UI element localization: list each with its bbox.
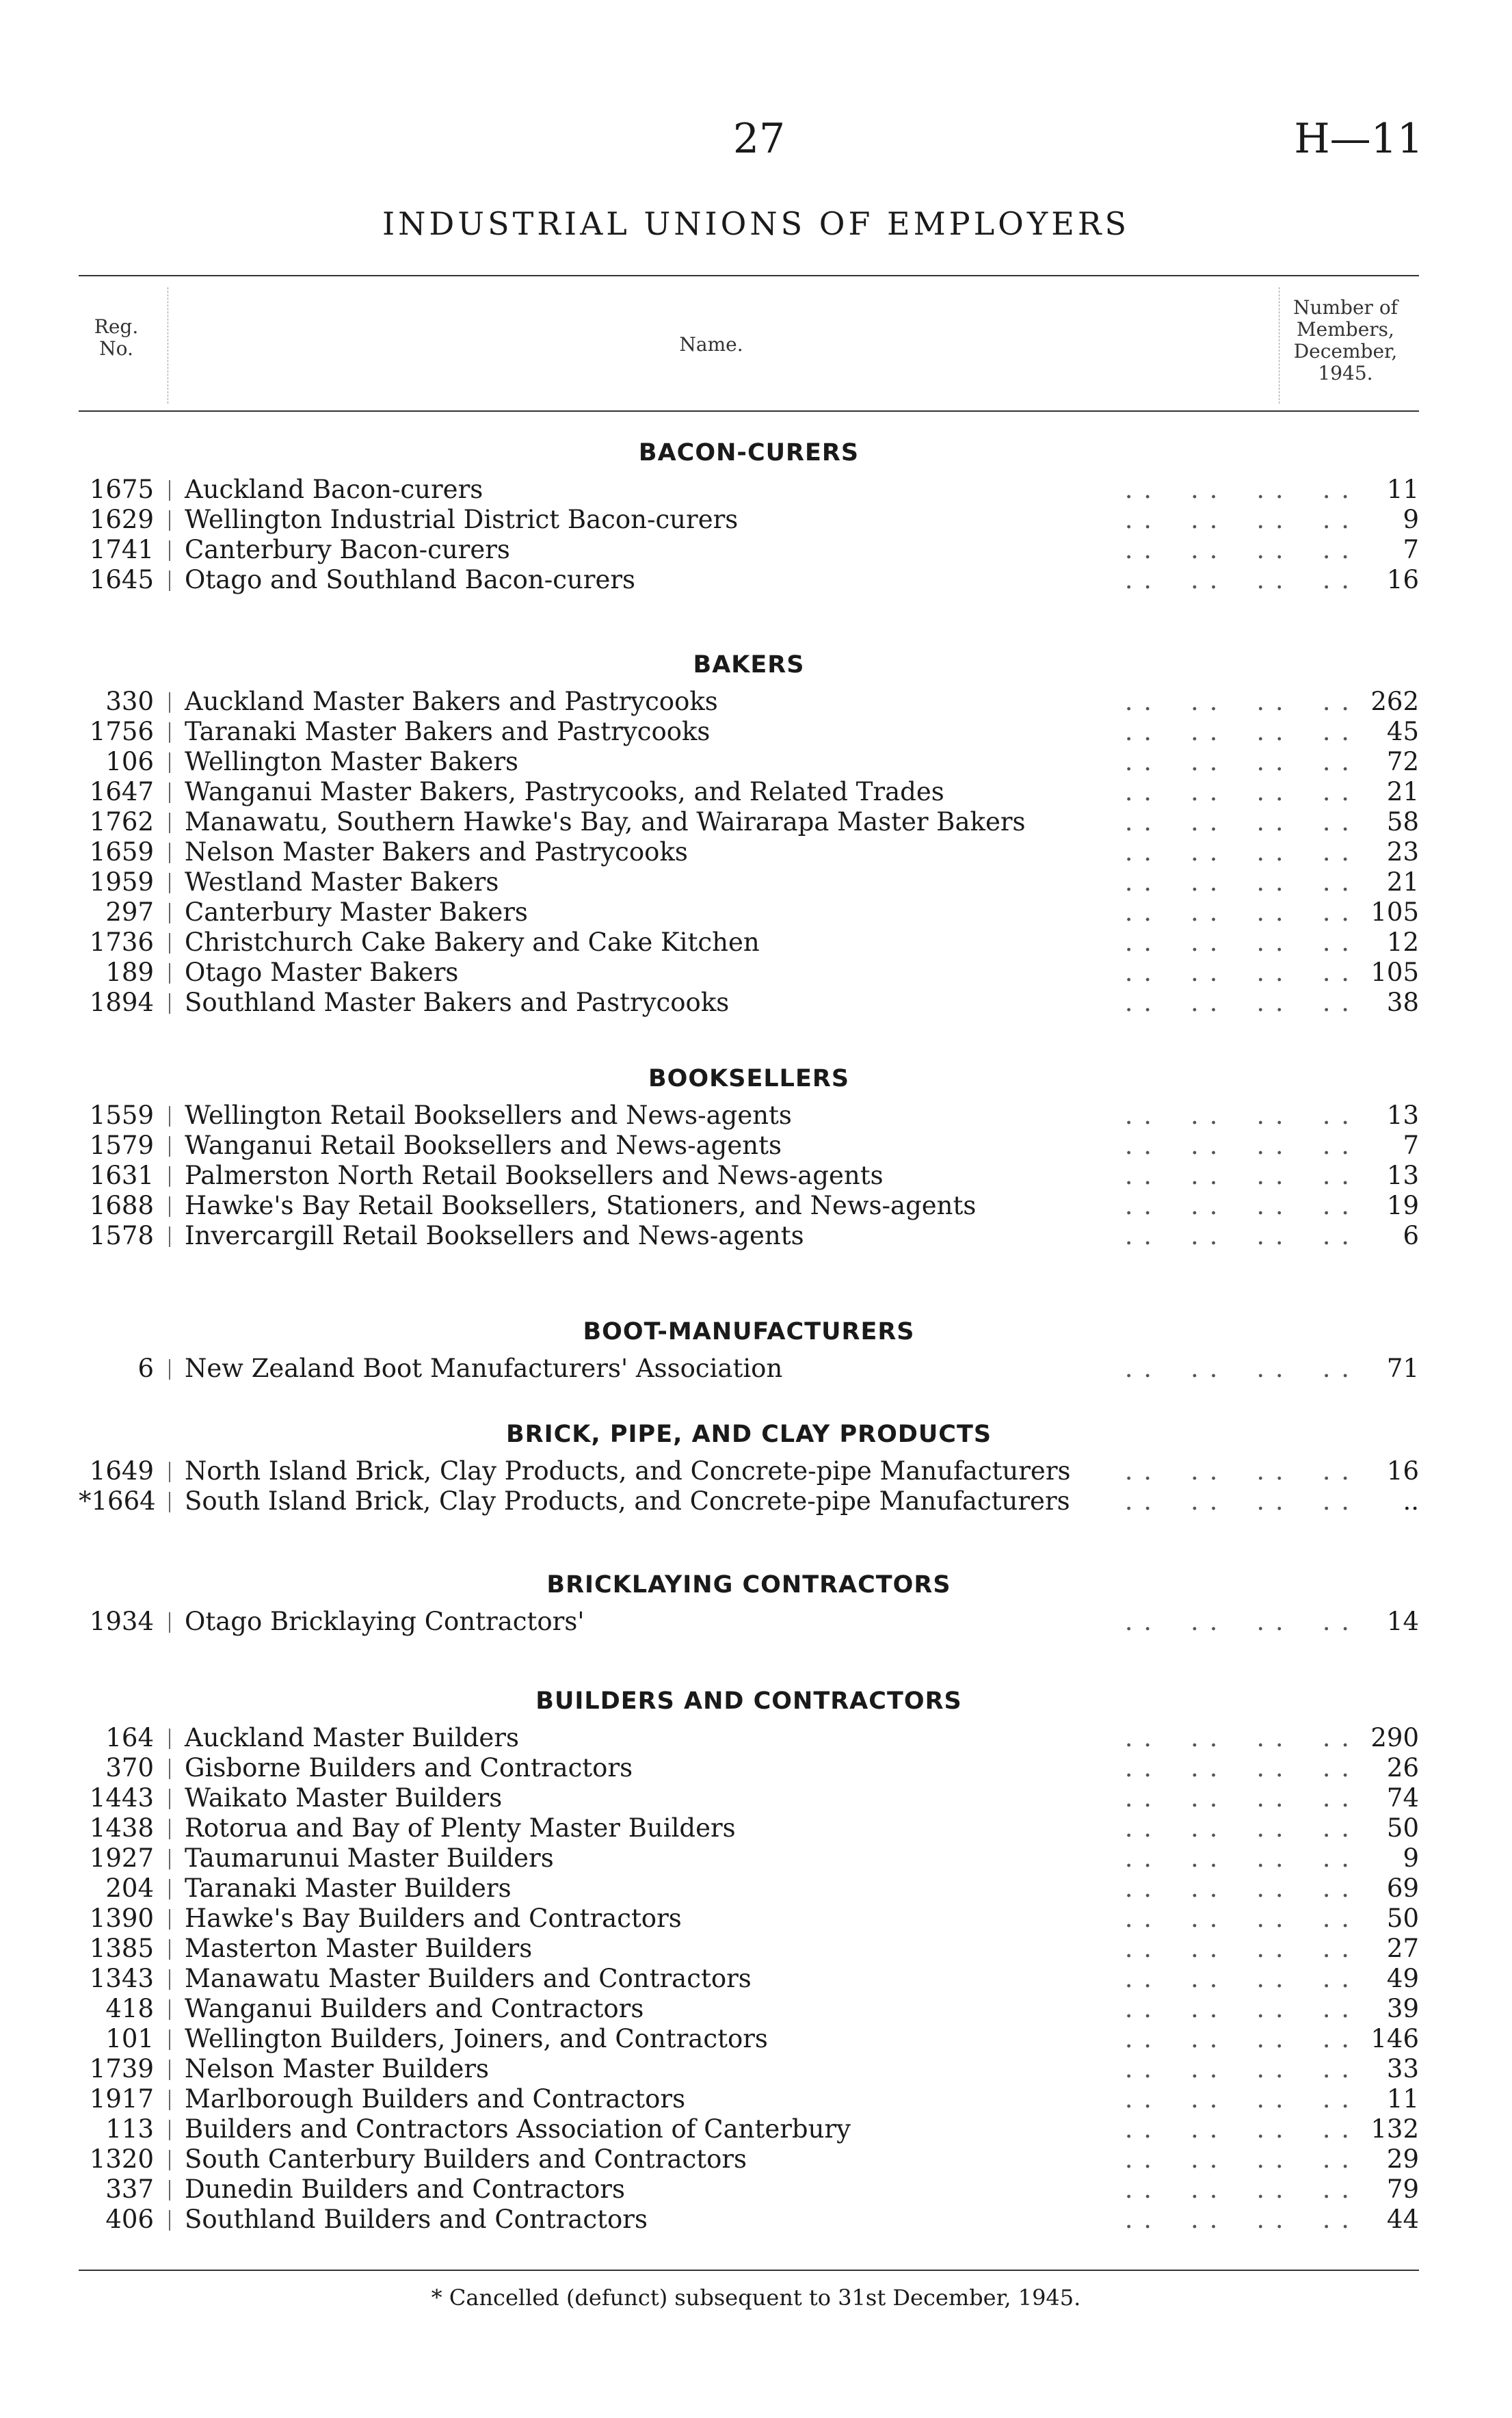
reg-number: 1927 <box>89 1843 154 1873</box>
member-count: 14 <box>1386 1607 1419 1636</box>
dot-leader: . . . . . . . . <box>1124 535 1351 564</box>
section-title: BUILDERS AND CONTRACTORS <box>535 1687 962 1715</box>
dot-leader: . . . . . . . . <box>1124 1486 1351 1516</box>
section-title: BAKERS <box>693 651 805 679</box>
table-row <box>79 1221 1419 1251</box>
section <box>79 1412 1419 1516</box>
table-row <box>79 747 1419 777</box>
row-divider <box>169 2150 170 2170</box>
member-count: 13 <box>1386 1161 1419 1190</box>
union-name: Auckland Bacon-curers <box>185 475 483 504</box>
row-divider <box>169 1492 170 1512</box>
header-top-rule <box>79 275 1419 276</box>
column-header-members <box>1272 297 1419 384</box>
dot-leader: . . . . . . . . <box>1124 475 1351 504</box>
reg-number: 1756 <box>89 717 154 746</box>
dot-leader: . . . . . . . . <box>1124 1101 1351 1130</box>
table-row <box>79 475 1419 505</box>
member-count: 146 <box>1370 2024 1419 2053</box>
dot-leader: . . . . . . . . <box>1124 837 1351 867</box>
document-code: H—11 <box>1294 115 1423 163</box>
table-row <box>79 1813 1419 1843</box>
dot-leader: . . . . . . . . <box>1124 2084 1351 2114</box>
reg-number: 101 <box>105 2024 154 2053</box>
member-count: 58 <box>1386 807 1419 837</box>
reg-number: 1645 <box>89 565 154 594</box>
reg-number: 1559 <box>89 1101 154 1130</box>
row-divider <box>169 2029 170 2050</box>
row-divider <box>169 1819 170 1839</box>
dot-leader: . . . . . . . . <box>1124 2114 1351 2144</box>
reg-number: 337 <box>105 2174 154 2204</box>
union-name: South Canterbury Builders and Contractors <box>185 2144 747 2174</box>
member-count: 11 <box>1386 2084 1419 2114</box>
section-title: BRICK, PIPE, AND CLAY PRODUCTS <box>505 1421 992 1448</box>
union-name: Wellington Industrial District Bacon-curers <box>185 505 739 534</box>
dot-leader: . . . . . . . . <box>1124 928 1351 957</box>
column-header-members-line: Members, <box>1297 318 1394 341</box>
reg-number: 1675 <box>89 475 154 504</box>
member-count: 38 <box>1386 988 1419 1017</box>
member-count: 16 <box>1386 565 1419 594</box>
section <box>79 1310 1419 1384</box>
row-divider <box>169 933 170 954</box>
dot-leader: . . . . . . . . <box>1124 2054 1351 2084</box>
dot-leader: . . . . . . . . <box>1124 2144 1351 2174</box>
reg-number: *1664 <box>79 1486 156 1516</box>
member-count: 49 <box>1386 1964 1419 1993</box>
section <box>79 431 1419 595</box>
row-divider <box>169 1196 170 1217</box>
dot-leader: . . . . . . . . <box>1124 1964 1351 1993</box>
union-name: Wellington Retail Booksellers and News-agents <box>185 1101 792 1130</box>
section-title: BRICKLAYING CONTRACTORS <box>546 1571 951 1599</box>
row-divider <box>169 993 170 1014</box>
union-name: South Island Brick, Clay Products, and Concrete-pipe Manufacturers <box>185 1486 1070 1516</box>
union-name: Gisborne Builders and Contractors <box>185 1753 633 1783</box>
dot-leader: . . . . . . . . <box>1124 1607 1351 1636</box>
reg-number: 1343 <box>89 1964 154 1993</box>
section <box>79 1679 1419 2235</box>
union-name: Westland Master Bakers <box>185 867 499 897</box>
reg-number: 6 <box>137 1354 154 1383</box>
union-name: Rotorua and Bay of Plenty Master Builders <box>185 1813 736 1843</box>
row-divider <box>169 692 170 713</box>
union-name: Hawke's Bay Retail Booksellers, Stationers, and News-agents <box>185 1191 977 1220</box>
member-count: 7 <box>1403 535 1419 564</box>
reg-number: 1647 <box>89 777 154 806</box>
union-name: Taumarunui Master Builders <box>185 1843 554 1873</box>
union-name: Southland Master Bakers and Pastrycooks <box>185 988 730 1017</box>
union-name: Palmerston North Retail Booksellers and News-agents <box>185 1161 884 1190</box>
row-divider <box>169 2090 170 2110</box>
row-divider <box>169 480 170 501</box>
dot-leader: . . . . . . . . <box>1124 1191 1351 1220</box>
row-divider <box>169 1849 170 1869</box>
reg-number: 297 <box>105 897 154 927</box>
dot-leader: . . . . . . . . <box>1124 505 1351 534</box>
reg-number: 189 <box>105 958 154 987</box>
union-name: Wellington Master Bakers <box>185 747 519 776</box>
section-title: BOOKSELLERS <box>648 1065 850 1092</box>
dot-leader: . . . . . . . . <box>1124 1904 1351 1933</box>
member-count: 9 <box>1403 1843 1419 1873</box>
union-name: Hawke's Bay Builders and Contractors <box>185 1904 682 1933</box>
row-divider <box>169 1879 170 1900</box>
table-row <box>79 1994 1419 2024</box>
union-name: North Island Brick, Clay Products, and Concrete-pipe Manufacturers <box>185 1456 1071 1486</box>
row-divider <box>169 873 170 893</box>
member-count: 33 <box>1386 2054 1419 2084</box>
reg-number: 1390 <box>89 1904 154 1933</box>
table-row <box>79 988 1419 1018</box>
union-name: Wellington Builders, Joiners, and Contractors <box>185 2024 768 2053</box>
row-divider <box>169 1136 170 1157</box>
dot-leader: . . . . . . . . <box>1124 807 1351 837</box>
dot-leader: . . . . . . . . <box>1124 1221 1351 1250</box>
table-row <box>79 958 1419 988</box>
reg-number: 370 <box>105 1753 154 1783</box>
page-title: INDUSTRIAL UNIONS OF EMPLOYERS <box>382 205 1130 242</box>
union-name: Waikato Master Builders <box>185 1783 503 1813</box>
reg-number: 1741 <box>89 535 154 564</box>
union-name: Wanganui Retail Booksellers and News-agents <box>185 1131 782 1160</box>
union-name: Manawatu Master Builders and Contractors <box>185 1964 752 1993</box>
row-divider <box>169 1612 170 1633</box>
table-row <box>79 1783 1419 1813</box>
table-row <box>79 2205 1419 2235</box>
dot-leader: . . . . . . . . <box>1124 565 1351 594</box>
reg-number: 1917 <box>89 2084 154 2114</box>
table-row <box>79 1486 1419 1516</box>
member-count: 79 <box>1386 2174 1419 2204</box>
page-number: 27 <box>732 115 786 163</box>
column-header-reg-line: Reg. <box>94 315 139 338</box>
reg-number: 1649 <box>89 1456 154 1486</box>
member-count: 27 <box>1386 1934 1419 1963</box>
row-divider <box>169 1939 170 1960</box>
member-count: 21 <box>1386 777 1419 806</box>
table-row <box>79 1354 1419 1384</box>
dot-leader: . . . . . . . . <box>1124 1874 1351 1903</box>
reg-number: 204 <box>105 1874 154 1903</box>
member-count: 44 <box>1386 2205 1419 2234</box>
dot-leader: . . . . . . . . <box>1124 2024 1351 2053</box>
row-divider <box>169 2210 170 2231</box>
row-divider <box>169 2120 170 2140</box>
table-row <box>79 1131 1419 1161</box>
table-row <box>79 2174 1419 2205</box>
table-row <box>79 1753 1419 1783</box>
table-row <box>79 1607 1419 1637</box>
dot-leader: . . . . . . . . <box>1124 1994 1351 2023</box>
member-count: .. <box>1403 1486 1419 1516</box>
dot-leader: . . . . . . . . <box>1124 687 1351 716</box>
member-count: 105 <box>1370 958 1419 987</box>
member-count: 45 <box>1386 717 1419 746</box>
dot-leader: . . . . . . . . <box>1124 897 1351 927</box>
reg-number: 1438 <box>89 1813 154 1843</box>
table-row <box>79 717 1419 747</box>
table-row <box>79 777 1419 807</box>
reg-number: 1739 <box>89 2054 154 2084</box>
dot-leader: . . . . . . . . <box>1124 747 1351 776</box>
member-count: 29 <box>1386 2144 1419 2174</box>
dot-leader: . . . . . . . . <box>1124 867 1351 897</box>
reg-number: 1443 <box>89 1783 154 1813</box>
row-divider <box>169 843 170 863</box>
table-row <box>79 2024 1419 2054</box>
table-row <box>79 1904 1419 1934</box>
reg-number: 406 <box>105 2205 154 2234</box>
table-row <box>79 505 1419 535</box>
member-count: 13 <box>1386 1101 1419 1130</box>
column-header-members-line: December, <box>1293 340 1398 363</box>
member-count: 26 <box>1386 1753 1419 1783</box>
row-divider <box>169 963 170 984</box>
union-name: Marlborough Builders and Contractors <box>185 2084 686 2114</box>
footer-rule <box>79 2270 1419 2271</box>
dot-leader: . . . . . . . . <box>1124 2174 1351 2204</box>
section <box>79 1057 1419 1251</box>
dot-leader: . . . . . . . . <box>1124 1131 1351 1160</box>
member-count: 69 <box>1386 1874 1419 1903</box>
header-bottom-rule <box>79 410 1419 412</box>
member-count: 6 <box>1403 1221 1419 1250</box>
member-count: 7 <box>1403 1131 1419 1160</box>
member-count: 290 <box>1370 1723 1419 1752</box>
row-divider <box>169 813 170 833</box>
reg-number: 1631 <box>89 1161 154 1190</box>
table-row <box>79 897 1419 928</box>
union-name: Invercargill Retail Booksellers and News-agents <box>185 1221 804 1250</box>
table-row <box>79 687 1419 717</box>
table-row <box>79 1456 1419 1486</box>
reg-number: 1934 <box>89 1607 154 1636</box>
member-count: 19 <box>1386 1191 1419 1220</box>
dot-leader: . . . . . . . . <box>1124 1723 1351 1752</box>
table-row <box>79 1934 1419 1964</box>
dot-leader: . . . . . . . . <box>1124 1354 1351 1383</box>
column-header-members-line: 1945. <box>1318 362 1373 384</box>
union-name: Masterton Master Builders <box>185 1934 533 1963</box>
table-row <box>79 2114 1419 2144</box>
union-name: Canterbury Master Bakers <box>185 897 528 927</box>
section <box>79 1563 1419 1637</box>
reg-number: 1659 <box>89 837 154 867</box>
row-divider <box>169 1166 170 1187</box>
row-divider <box>169 540 170 561</box>
member-count: 72 <box>1386 747 1419 776</box>
row-divider <box>169 2060 170 2080</box>
dot-leader: . . . . . . . . <box>1124 2205 1351 2234</box>
reg-number: 113 <box>105 2114 154 2144</box>
union-name: Southland Builders and Contractors <box>185 2205 648 2234</box>
table-row <box>79 837 1419 867</box>
union-name: Taranaki Master Builders <box>185 1874 512 1903</box>
dot-leader: . . . . . . . . <box>1124 1934 1351 1963</box>
row-divider <box>169 1789 170 1809</box>
row-divider <box>169 1106 170 1127</box>
reg-number: 1959 <box>89 867 154 897</box>
member-count: 16 <box>1386 1456 1419 1486</box>
table-row <box>79 1101 1419 1131</box>
table-row <box>79 2054 1419 2084</box>
row-divider <box>169 1969 170 1990</box>
table-row <box>79 1191 1419 1221</box>
row-divider <box>169 510 170 531</box>
table-row <box>79 867 1419 897</box>
table-row <box>79 1161 1419 1191</box>
dot-leader: . . . . . . . . <box>1124 1783 1351 1813</box>
union-name: Builders and Contractors Association of Canterbury <box>185 2114 851 2144</box>
member-count: 132 <box>1370 2114 1419 2144</box>
row-divider <box>169 1729 170 1749</box>
table-row <box>79 1964 1419 1994</box>
table-row <box>79 1843 1419 1874</box>
member-count: 105 <box>1370 897 1419 927</box>
section-title: BOOT-MANUFACTURERS <box>583 1318 915 1345</box>
member-count: 12 <box>1386 928 1419 957</box>
union-name: Canterbury Bacon-curers <box>185 535 510 564</box>
row-divider <box>169 1909 170 1930</box>
dot-leader: . . . . . . . . <box>1124 1753 1351 1783</box>
row-divider <box>169 903 170 923</box>
reg-number: 1320 <box>89 2144 154 2174</box>
union-name: Otago Master Bakers <box>185 958 459 987</box>
union-name: Manawatu, Southern Hawke's Bay, and Wairarapa Master Bakers <box>185 807 1026 837</box>
union-name: Auckland Master Builders <box>185 1723 519 1752</box>
dot-leader: . . . . . . . . <box>1124 988 1351 1017</box>
dot-leader: . . . . . . . . <box>1124 1843 1351 1873</box>
reg-number: 1762 <box>89 807 154 837</box>
dot-leader: . . . . . . . . <box>1124 1161 1351 1190</box>
member-count: 74 <box>1386 1783 1419 1813</box>
row-divider <box>169 1359 170 1380</box>
union-name: Otago Bricklaying Contractors' <box>185 1607 585 1636</box>
reg-number: 330 <box>105 687 154 716</box>
table-row <box>79 2084 1419 2114</box>
dot-leader: . . . . . . . . <box>1124 777 1351 806</box>
reg-number: 1688 <box>89 1191 154 1220</box>
row-divider <box>169 752 170 773</box>
member-count: 71 <box>1386 1354 1419 1383</box>
table-row <box>79 807 1419 837</box>
column-header-members-line: Number of <box>1292 296 1398 319</box>
union-name: Nelson Master Bakers and Pastrycooks <box>185 837 688 867</box>
reg-number: 1736 <box>89 928 154 957</box>
footnote: * Cancelled (defunct) subsequent to 31st December, 1945. <box>431 2285 1081 2311</box>
row-divider <box>169 1462 170 1482</box>
row-divider <box>169 783 170 803</box>
dot-leader: . . . . . . . . <box>1124 717 1351 746</box>
column-header-reg <box>79 316 154 360</box>
union-name: New Zealand Boot Manufacturers' Association <box>185 1354 783 1383</box>
section <box>79 643 1419 1018</box>
union-name: Auckland Master Bakers and Pastrycooks <box>185 687 718 716</box>
row-divider <box>169 1226 170 1247</box>
union-name: Taranaki Master Bakers and Pastrycooks <box>185 717 711 746</box>
row-divider <box>169 1999 170 2020</box>
dot-leader: . . . . . . . . <box>1124 958 1351 987</box>
union-name: Christchurch Cake Bakery and Cake Kitchen <box>185 928 760 957</box>
member-count: 262 <box>1370 687 1419 716</box>
reg-number: 1385 <box>89 1934 154 1963</box>
member-count: 21 <box>1386 867 1419 897</box>
union-name: Otago and Southland Bacon-curers <box>185 565 636 594</box>
reg-number: 106 <box>105 747 154 776</box>
table-row <box>79 1723 1419 1753</box>
union-name: Dunedin Builders and Contractors <box>185 2174 625 2204</box>
member-count: 11 <box>1386 475 1419 504</box>
table-row <box>79 928 1419 958</box>
table-row <box>79 565 1419 595</box>
section-title: BACON-CURERS <box>638 439 860 466</box>
reg-number: 1579 <box>89 1131 154 1160</box>
row-divider <box>169 2180 170 2200</box>
reg-number: 418 <box>105 1994 154 2023</box>
member-count: 50 <box>1386 1904 1419 1933</box>
member-count: 39 <box>1386 1994 1419 2023</box>
column-header-reg-line: No. <box>99 337 133 360</box>
member-count: 50 <box>1386 1813 1419 1843</box>
table-row <box>79 2144 1419 2174</box>
table-row <box>79 1874 1419 1904</box>
member-count: 23 <box>1386 837 1419 867</box>
reg-number: 1578 <box>89 1221 154 1250</box>
dot-leader: . . . . . . . . <box>1124 1813 1351 1843</box>
reg-number: 1894 <box>89 988 154 1017</box>
reg-number: 1629 <box>89 505 154 534</box>
row-divider <box>169 1759 170 1779</box>
column-header-name: Name. <box>679 333 743 356</box>
dot-leader: . . . . . . . . <box>1124 1456 1351 1486</box>
member-count: 9 <box>1403 505 1419 534</box>
reg-number: 164 <box>105 1723 154 1752</box>
union-name: Wanganui Master Bakers, Pastrycooks, and Related Trades <box>185 777 944 806</box>
row-divider <box>169 722 170 743</box>
union-name: Wanganui Builders and Contractors <box>185 1994 644 2023</box>
table-row <box>79 535 1419 565</box>
union-name: Nelson Master Builders <box>185 2054 490 2084</box>
row-divider <box>169 570 170 591</box>
